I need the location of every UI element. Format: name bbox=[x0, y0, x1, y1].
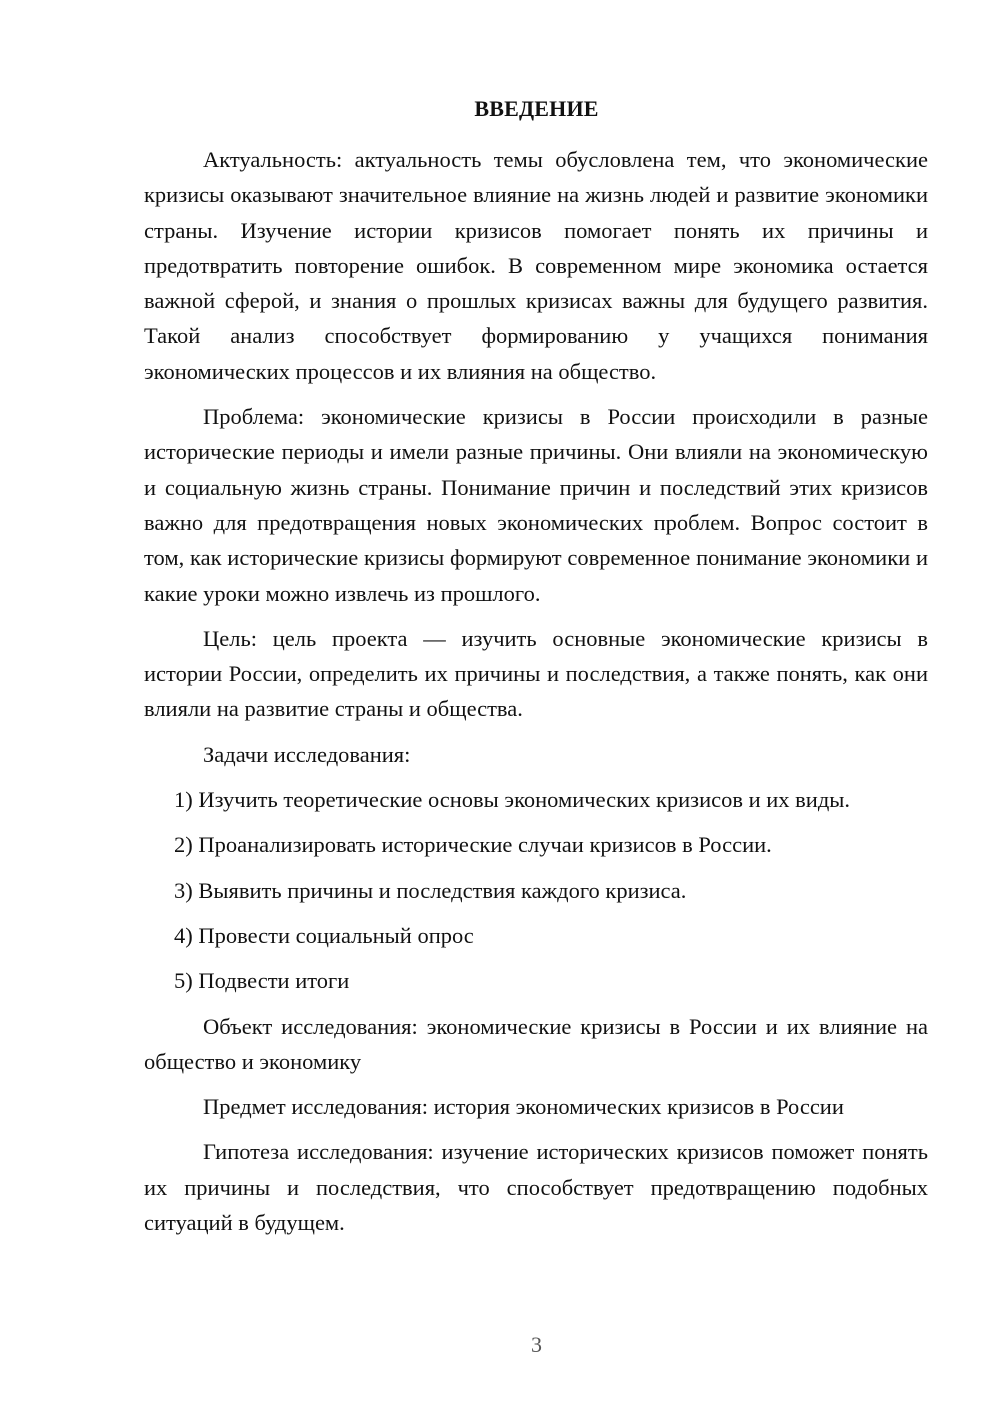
document-body bbox=[144, 142, 928, 1250]
hypothesis-paragraph: Гипотеза исследования: изучение исторических кризисов поможет понять их причины и последствия, что способствует предотвращению подобных ситуаций в будущем. bbox=[144, 1139, 928, 1236]
task-item-4: 4) Провести социальный опрос bbox=[174, 922, 474, 948]
problem-paragraph: Проблема: экономические кризисы в России происходили в разные исторические периоды и имели разные причины. Они влияли на экономическую и социальную жизнь страны. Понимание причин и последствий этих кризисов важно для предотвращения новых экономических проблем. Вопрос состоит в том, как исторические кризисы формируют современное понимание экономики и какие уроки можно извлечь из прошлого. bbox=[144, 404, 928, 606]
tasks-heading: Задачи исследования: bbox=[203, 741, 411, 767]
relevance-paragraph: Актуальность: актуальность темы обусловлена тем, что экономические кризисы оказывают значительное влияние на жизнь людей и развитие экономики страны. Изучение истории кризисов помогает понять их причины и предотвратить повторение ошибок. В современном мире экономика остается важной сферой, и знания о прошлых кризисах важны для будущего развития. Такой анализ способствует формированию у учащихся понимания экономических процессов и их влияния на общество. bbox=[144, 147, 928, 384]
research-object-paragraph: Объект исследования: экономические кризисы в России и их влияние на общество и экономику bbox=[144, 1013, 928, 1074]
page-number: 3 bbox=[531, 1332, 542, 1357]
task-item-5: 5) Подвести итоги bbox=[174, 968, 350, 994]
task-item-3: 3) Выявить причины и последствия каждого кризиса. bbox=[174, 877, 687, 903]
research-subject-paragraph: Предмет исследования: история экономических кризисов в России bbox=[203, 1094, 844, 1120]
goal-paragraph: Цель: цель проекта — изучить основные экономические кризисы в истории России, определить их причины и последствия, а также понять, как они влияли на развитие страны и общества. bbox=[144, 625, 928, 722]
task-item-2: 2) Проанализировать исторические случаи кризисов в России. bbox=[174, 832, 772, 858]
page-title: ВВЕДЕНИЕ bbox=[474, 96, 599, 121]
task-item-1: 1) Изучить теоретические основы экономических кризисов и их виды. bbox=[174, 787, 851, 813]
